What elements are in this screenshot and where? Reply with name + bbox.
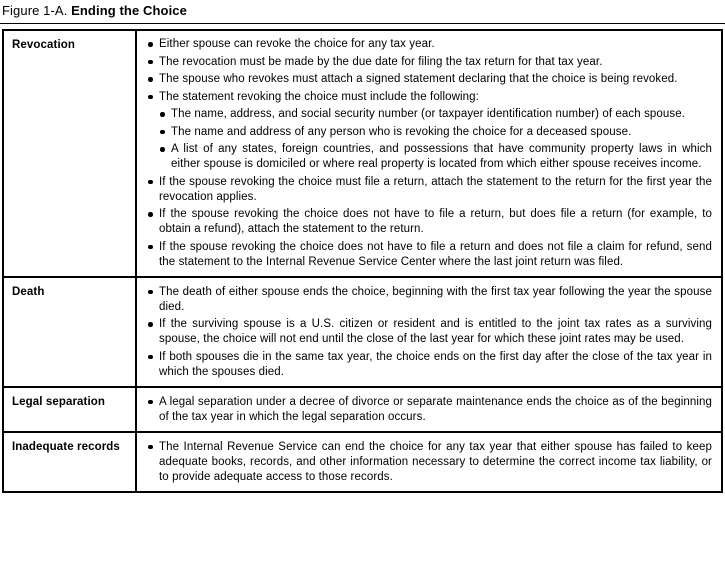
bullet-list <box>147 285 712 380</box>
bullet-text: If the surviving spouse is a U.S. citizen or resident and is entitled to the joint tax rates as a surviving spouse, the choice will not end until the close of the last year for which these joint rates may be used. <box>159 318 712 345</box>
table-row <box>4 386 721 431</box>
bullet-text: The statement revoking the choice must include the following: <box>159 90 479 103</box>
bullet-item <box>147 440 712 485</box>
bullet-text: The spouse who revokes must attach a signed statement declaring that the choice is being revoked. <box>159 73 678 85</box>
sub-bullet-item <box>159 142 712 172</box>
bullet-text: A list of any states, foreign countries, and possessions that have community property laws in which either spouse is domiciled or where real property is located from which either spouse receives income. <box>171 143 712 170</box>
bullet-item <box>147 90 712 173</box>
bullet-item <box>147 72 712 87</box>
bullet-text: The revocation must be made by the due date for filing the tax return for that tax year. <box>159 55 603 68</box>
bullet-icon <box>148 42 153 47</box>
bullet-text: The name, address, and social security number (or taxpayer identification number) of each spouse. <box>171 108 686 120</box>
row-content <box>137 278 721 386</box>
bullet-icon <box>148 290 153 295</box>
bullet-icon <box>148 60 153 65</box>
bullet-list <box>147 395 712 425</box>
row-content <box>137 388 721 431</box>
bullet-text: A legal separation under a decree of divorce or separate maintenance ends the choice as of the beginning of the tax year in which the legal separation occurs. <box>159 395 712 423</box>
sub-bullet-item <box>159 125 712 140</box>
figure-label: Figure 1-A. <box>2 3 68 18</box>
sub-bullet-list <box>159 107 712 172</box>
bullet-icon <box>148 95 153 100</box>
bullet-text: The name and address of any person who is revoking the choice for a deceased spouse. <box>171 125 632 138</box>
bullet-text: Either spouse can revoke the choice for any tax year. <box>159 38 435 50</box>
figure-title <box>0 0 725 19</box>
bullet-text: The death of either spouse ends the choice, beginning with the first tax year following the year the spouse died. <box>159 285 712 313</box>
row-label: Revocation <box>4 31 137 277</box>
bullet-text: If the spouse revoking the choice does not have to file a return, but does file a return (for example, to obtain a refund), attach the statement to the return. <box>159 208 712 235</box>
bullet-item <box>147 395 712 425</box>
bullet-item <box>147 207 712 237</box>
table-row <box>4 431 721 491</box>
bullet-list <box>147 37 712 270</box>
row-label: Death <box>4 278 137 386</box>
bullet-item <box>147 317 712 347</box>
bullet-item <box>147 285 712 315</box>
row-content <box>137 31 721 277</box>
bullet-icon <box>148 400 153 405</box>
sub-bullet-item <box>159 107 712 122</box>
title-divider <box>0 23 725 24</box>
ending-the-choice-table <box>2 29 723 494</box>
bullet-icon <box>148 245 153 250</box>
bullet-icon <box>160 112 165 117</box>
bullet-item <box>147 350 712 380</box>
bullet-icon <box>148 180 153 185</box>
bullet-icon <box>148 322 153 327</box>
bullet-icon <box>148 355 153 360</box>
bullet-text: If both spouses die in the same tax year, the choice ends on the first day after the close of the tax year in which the spouses died. <box>159 350 712 378</box>
bullet-icon <box>160 130 165 135</box>
bullet-text: If the spouse revoking the choice must file a return, attach the statement to the return for the first year the revocation applies. <box>159 175 712 203</box>
bullet-icon <box>148 77 153 82</box>
bullet-icon <box>148 212 153 217</box>
bullet-text: The Internal Revenue Service can end the choice for any tax year that either spouse has failed to keep adequate books, records, and other information necessary to determine the correct income tax liability, or to provide adequate access to those records. <box>159 440 712 483</box>
table-row <box>4 276 721 386</box>
bullet-text: If the spouse revoking the choice does not have to file a return and does not file a claim for refund, send the statement to the Internal Revenue Service Center where the last joint return was filed. <box>159 240 712 268</box>
bullet-item <box>147 240 712 270</box>
bullet-icon <box>160 147 165 152</box>
row-content <box>137 433 721 491</box>
figure-name: Ending the Choice <box>71 3 187 18</box>
bullet-list <box>147 440 712 485</box>
row-label: Inadequate records <box>4 433 137 491</box>
bullet-item <box>147 55 712 70</box>
bullet-icon <box>148 445 153 450</box>
table-row <box>4 31 721 277</box>
bullet-item <box>147 175 712 205</box>
row-label: Legal separation <box>4 388 137 431</box>
bullet-item <box>147 37 712 52</box>
